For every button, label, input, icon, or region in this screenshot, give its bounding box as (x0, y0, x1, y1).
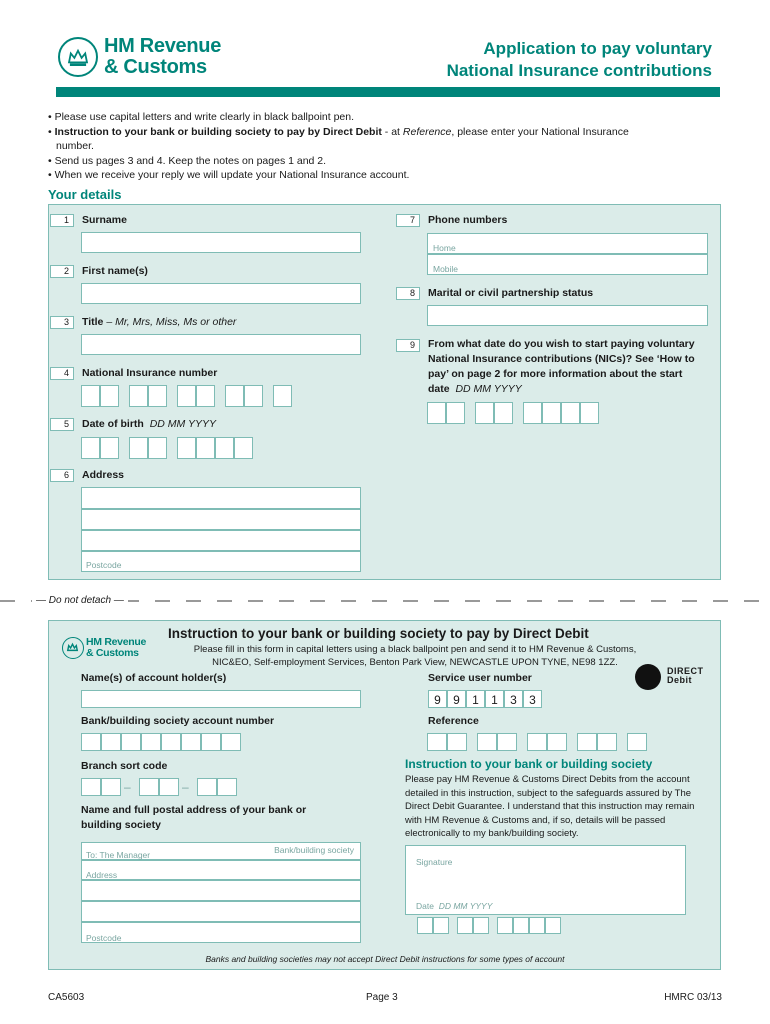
dd-title: Instruction to your bank or building society to pay by Direct Debit (168, 626, 589, 641)
home-phone-input[interactable] (427, 233, 708, 254)
address-line-3[interactable] (81, 530, 361, 551)
signature-date-digit-box[interactable] (513, 917, 529, 934)
reference-digit-box[interactable] (577, 733, 597, 751)
start-date-digit-box[interactable] (523, 402, 542, 424)
q5-number: 5 (50, 418, 74, 431)
reference-digit-box[interactable] (447, 733, 467, 751)
ni-number-box[interactable] (225, 385, 244, 407)
start-date-label: From what date do you wish to start paying voluntary National Insurance contributions (NICs)? See ‘How to pay’ on page 2 for more information about the start date DD MM YYYY (428, 338, 695, 395)
bank-postcode-hint: Postcode (86, 933, 122, 943)
reference-digit-box[interactable] (597, 733, 617, 751)
form-title (447, 38, 712, 82)
surname-label: Surname (82, 214, 127, 226)
account-number-label: Bank/building society account number (81, 715, 275, 727)
start-date-digit-box[interactable] (542, 402, 561, 424)
q4-number: 4 (50, 367, 74, 380)
bank-address-line-2[interactable] (81, 880, 361, 901)
signature-box[interactable] (405, 845, 686, 915)
signature-date-digit-box[interactable] (433, 917, 449, 934)
q6-number: 6 (50, 469, 74, 482)
header-bar (56, 87, 720, 97)
dob-label: Date of birth DD MM YYYY (82, 418, 217, 430)
ni-number-label: National Insurance number (82, 367, 218, 379)
surname-input[interactable] (81, 232, 361, 253)
title-input[interactable] (81, 334, 361, 355)
signature-date-digit-box[interactable] (417, 917, 433, 934)
dob-digit-box[interactable] (148, 437, 167, 459)
dob-digit-box[interactable] (215, 437, 234, 459)
ni-number-box[interactable] (81, 385, 100, 407)
account-number-digit-box[interactable] (141, 733, 161, 751)
logo-line-1: HM Revenue (104, 35, 222, 57)
home-hint: Home (433, 243, 456, 253)
signature-date-digit-box[interactable] (497, 917, 513, 934)
marital-status-label: Marital or civil partnership status (428, 287, 594, 299)
instruction-item: • Please use capital letters and write clearly in black ballpoint pen. (48, 111, 355, 123)
form-code: CA5603 (48, 992, 85, 1003)
bank-address-line-1[interactable] (81, 860, 361, 880)
dob-digit-box[interactable] (196, 437, 215, 459)
service-user-digit-box[interactable]: 3 (523, 690, 542, 708)
service-user-digit-box[interactable]: 1 (485, 690, 504, 708)
dd-logo-line-2: & Customs (86, 647, 139, 659)
q1-number: 1 (50, 214, 74, 227)
q2-number: 2 (50, 265, 74, 278)
reference-digit-box[interactable] (527, 733, 547, 751)
ni-number-box[interactable] (273, 385, 292, 407)
account-number-digit-box[interactable] (81, 733, 101, 751)
signature-date-digit-box[interactable] (545, 917, 561, 934)
q3-number: 3 (50, 316, 74, 329)
ni-number-box[interactable] (100, 385, 119, 407)
dd-intro-line-1: Please fill in this form in capital letters using a black ballpoint pen and send it to HM Revenue & Customs, (193, 644, 637, 655)
account-holder-label: Name(s) of account holder(s) (81, 672, 227, 684)
signature-hint: Signature (416, 857, 453, 867)
account-number-digit-box[interactable] (101, 733, 121, 751)
account-number-digit-box[interactable] (121, 733, 141, 751)
sort-code-digit-box[interactable] (217, 778, 237, 796)
start-date-digit-box[interactable] (494, 402, 513, 424)
dd-intro-line-2: NIC&EO, Self-employment Services, Benton Park View, NEWCASTLE UPON TYNE, NE98 1ZZ. (212, 656, 618, 668)
dd-hmrc-logo-text (86, 637, 146, 659)
ni-number-box[interactable] (244, 385, 263, 407)
start-date-digit-box[interactable] (580, 402, 599, 424)
dd-logo-line-1: HM Revenue (86, 636, 147, 648)
dob-digit-box[interactable] (100, 437, 119, 459)
address-line-2[interactable] (81, 509, 361, 530)
service-user-digit-box[interactable]: 3 (504, 690, 523, 708)
instruction-heading: Instruction to your bank or building society (405, 757, 653, 771)
logo-line-2: & Customs (104, 56, 207, 78)
service-user-digit-box[interactable]: 9 (428, 690, 447, 708)
dob-digit-box[interactable] (234, 437, 253, 459)
bank-manager-input[interactable] (81, 842, 361, 860)
first-name-label: First name(s) (82, 265, 148, 277)
disclaimer: Banks and building societies may not accept Direct Debit instructions for some types of account (205, 954, 565, 964)
service-user-digit-box[interactable]: 1 (466, 690, 485, 708)
signature-date-digit-box[interactable] (473, 917, 489, 934)
account-holder-input[interactable] (81, 690, 361, 708)
q9-number: 9 (396, 339, 420, 352)
title-line-1: Application to pay voluntary (483, 39, 712, 58)
separator-dash: – (124, 780, 131, 794)
ni-number-box[interactable] (129, 385, 148, 407)
dd-crown-crest-icon (62, 637, 84, 659)
signature-date-digit-box[interactable] (529, 917, 545, 934)
account-number-digit-box[interactable] (221, 733, 241, 751)
sort-code-digit-box[interactable] (81, 778, 101, 796)
sort-code-label: Branch sort code (81, 760, 168, 772)
dob-digit-box[interactable] (129, 437, 148, 459)
dob-digit-box[interactable] (81, 437, 100, 459)
instruction-item: • When we receive your reply we will update your National Insurance account. (48, 169, 410, 181)
hmrc-logo-text (104, 36, 221, 78)
instruction-item: • Send us pages 3 and 4. Keep the notes on pages 1 and 2. (48, 154, 327, 167)
reference-digit-box[interactable] (627, 733, 647, 751)
reference-digit-box[interactable] (427, 733, 447, 751)
q7-number: 7 (396, 214, 420, 227)
service-user-digit-box[interactable]: 9 (447, 690, 466, 708)
start-date-digit-box[interactable] (561, 402, 580, 424)
bank-address-hint: Address (86, 870, 118, 880)
page-number: Page 3 (366, 992, 398, 1003)
ni-number-box[interactable] (196, 385, 215, 407)
account-number-digit-box[interactable] (161, 733, 181, 751)
mobile-hint: Mobile (433, 264, 459, 274)
phone-label: Phone numbers (428, 214, 508, 226)
marital-status-input[interactable] (427, 305, 708, 326)
first-name-input[interactable] (81, 283, 361, 304)
reference-digit-box[interactable] (477, 733, 497, 751)
direct-debit-mark-icon (635, 664, 661, 690)
sort-code-digit-box[interactable] (197, 778, 217, 796)
instruction-text: Please pay HM Revenue & Customs Direct Debits from the account detailed in this instruction, subject to the safeguards assured by The Direct Debit Guarantee. I understand that this instruction may remain with HM Revenue & Customs and, if so, details will be passed electronically to my bank/building society. (405, 774, 695, 840)
start-date-digit-box[interactable] (427, 402, 446, 424)
account-number-digit-box[interactable] (201, 733, 221, 751)
instruction-item: • Instruction to your bank or building society to pay by Direct Debit - at Reference, please enter your National Insurance number. (48, 125, 629, 152)
dd-intro (155, 644, 675, 669)
reference-label: Reference (428, 715, 479, 727)
start-date-digit-box[interactable] (446, 402, 465, 424)
address-line-1[interactable] (81, 487, 361, 509)
postcode-hint: Postcode (86, 560, 122, 570)
account-number-digit-box[interactable] (181, 733, 201, 751)
dob-digit-box[interactable] (177, 437, 196, 459)
bank-address-line-3[interactable] (81, 901, 361, 922)
address-label: Address (82, 469, 125, 481)
ni-number-box[interactable] (148, 385, 167, 407)
service-user-label: Service user number (428, 672, 532, 684)
title-label: Title – Mr, Mrs, Miss, Ms or other (82, 316, 237, 328)
start-date-digit-box[interactable] (475, 402, 494, 424)
do-not-detach-text: — Do not detach — (32, 595, 128, 606)
reference-digit-box[interactable] (497, 733, 517, 751)
dd-logo-line-1-text: DIRECT (667, 666, 704, 676)
form-version: HMRC 03/13 (664, 992, 722, 1003)
mobile-phone-input[interactable] (427, 254, 708, 275)
sort-code-digit-box[interactable] (159, 778, 179, 796)
postcode-input[interactable] (81, 551, 361, 572)
bank-address-label: Name and full postal address of your bank or building society (81, 804, 307, 831)
to-manager-hint: To: The Manager (86, 850, 151, 860)
title-line-2: National Insurance contributions (446, 61, 712, 80)
signature-date-digit-box[interactable] (457, 917, 473, 934)
separator-dash: – (182, 780, 189, 794)
your-details-heading: Your details (48, 187, 122, 202)
reference-digit-box[interactable] (547, 733, 567, 751)
crown-crest-icon (58, 37, 98, 77)
bank-postcode-input[interactable] (81, 922, 361, 943)
q8-number: 8 (396, 287, 420, 300)
dd-logo-text (667, 667, 704, 685)
sort-code-digit-box[interactable] (139, 778, 159, 796)
dd-logo-line-2-text: Debit (667, 675, 692, 685)
instruction-list (48, 110, 668, 183)
sort-code-digit-box[interactable] (101, 778, 121, 796)
bank-hint: Bank/building society (274, 845, 354, 855)
date-hint: Date DD MM YYYY (416, 901, 493, 911)
ni-number-box[interactable] (177, 385, 196, 407)
